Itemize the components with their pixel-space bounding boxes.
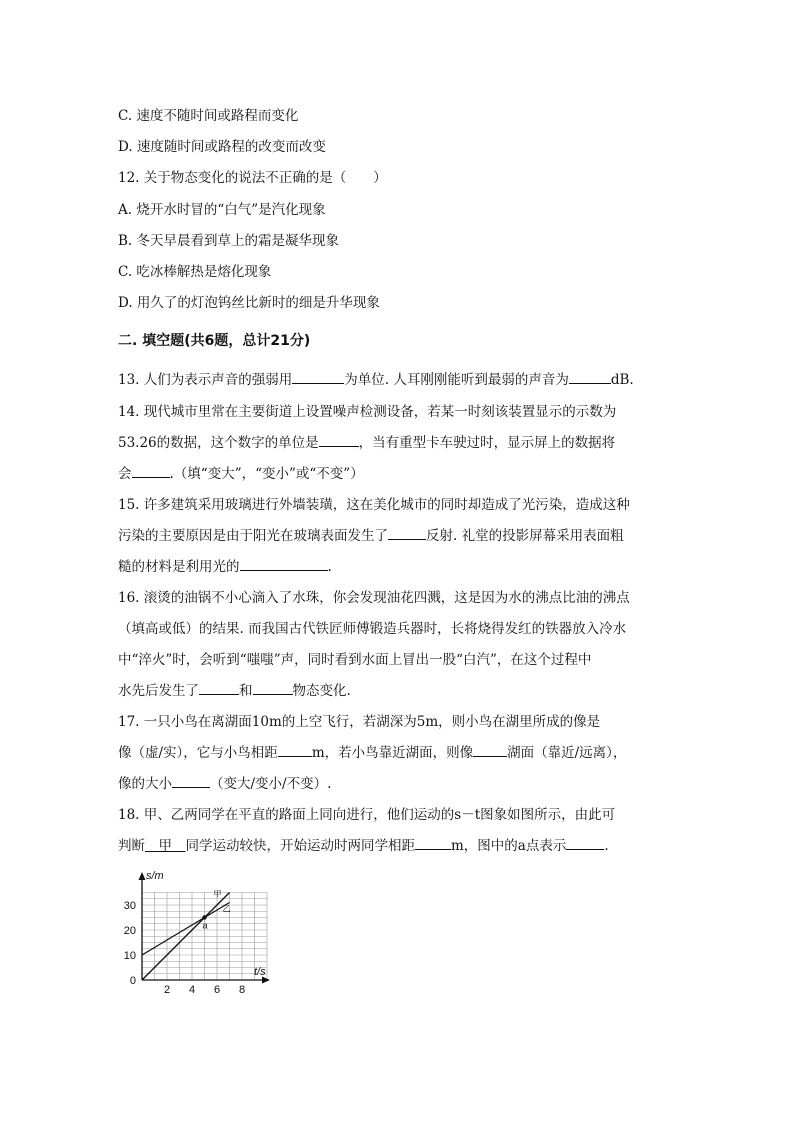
q18-text-2: 同学运动较快，开始运动时两同学相距: [185, 838, 415, 854]
q13-blank-1[interactable]: [292, 371, 344, 384]
q13-blank-2[interactable]: [569, 371, 611, 384]
q16-blank-1[interactable]: [199, 682, 239, 695]
q18-line-2: [118, 834, 609, 854]
q17-text-1: 像（虚/实），它与小鸟相距: [118, 745, 278, 761]
series-label: 乙: [222, 904, 231, 914]
q16-line-3: 中“淬火”时，会听到“嗤嗤”声，同时看到水面上冒出一股“白汽”，在这个过程中: [118, 652, 592, 668]
q17-line-3: [118, 772, 331, 792]
q17-text-5: （变大/变小/不变）.: [210, 776, 332, 792]
q15-line-1: 15. 许多建筑采用玻璃进行外墙装璜，这在美化城市的同时却造成了光污染，造成这种: [118, 497, 630, 513]
x-tick-label: 6: [213, 984, 221, 996]
q16-line-1: 16. 滚烫的油锅不小心滴入了水珠，你会发现油花四溅，这是因为水的沸点比油的沸点: [118, 590, 630, 606]
q12-stem: 12. 关于物态变化的说法不正确的是（ ）: [118, 170, 387, 186]
q12-option-b: B. 冬天早晨看到草上的霜是凝华现象: [118, 233, 340, 249]
q18-text-3: m，图中的a点表示: [451, 838, 567, 854]
y-tick-label: 0: [129, 975, 136, 987]
y-axis-arrow: [139, 872, 146, 880]
x-tick-label: 8: [238, 984, 246, 996]
q13-text-3: dB.: [610, 372, 634, 388]
q14-text-1: 53.26的数据，这个数字的单位是: [118, 435, 319, 451]
q15-line-3: [118, 555, 332, 575]
q18-answer-filled: 甲: [145, 838, 186, 854]
q12-option-a: A. 烧开水时冒的“白气”是汽化现象: [118, 202, 326, 218]
q14-line-2: [118, 431, 615, 451]
q18-blank-2[interactable]: [566, 837, 604, 850]
q17-text-3: 湖面（靠近/远离），: [507, 745, 627, 761]
q14-text-2: ，当有重型卡车驶过时，显示屏上的数据将: [358, 435, 616, 451]
q12-option-c: C. 吃冰棒解热是熔化现象: [118, 264, 272, 280]
q11-option-d: D. 速度随时间或路程的改变而改变: [118, 139, 326, 155]
q14-line-3: [118, 462, 364, 482]
q15-line-2: [118, 524, 624, 544]
q16-line-2: （填高或低）的结果. 而我国古代铁匠师傅锻造兵器时，长将烧得发红的铁器放入冷水: [118, 621, 627, 637]
q15-text-2: 反射. 礼堂的投影屏幕采用表面粗: [426, 528, 624, 544]
q11-option-c: C. 速度不随时间或路程而变化: [118, 108, 299, 124]
q16-text-2: 和: [239, 683, 253, 699]
x-tick-label: 2: [163, 984, 171, 996]
q17-line-1: 17. 一只小鸟在离湖面10m的上空飞行，若湖深为5m，则小鸟在湖里所成的像是: [118, 714, 601, 730]
q12-option-d: D. 用久了的灯泡钨丝比新时的细是升华现象: [118, 295, 380, 311]
q15-blank-1[interactable]: [388, 527, 426, 540]
q17-text-2: m，若小鸟靠近湖面，则像: [311, 745, 474, 761]
q15-text-4: .: [327, 559, 332, 575]
section-2-title: 二. 填空题(共6题，总计21分): [118, 333, 311, 349]
y-tick-label: 30: [123, 900, 136, 912]
y-tick-label: 20: [123, 925, 136, 937]
q17-blank-2[interactable]: [473, 744, 507, 757]
series-line: [142, 903, 230, 956]
q18-text-4: .: [604, 838, 609, 854]
q14-line-1: 14. 现代城市里常在主要街道上设置噪声检测设备，若某一时刻该装置显示的示数为: [118, 404, 617, 420]
q15-text-3: 糙的材料是利用光的: [118, 559, 240, 575]
y-axis-label: s/m: [146, 870, 164, 882]
q18-blank-1[interactable]: [415, 837, 451, 850]
x-tick-label: 4: [188, 984, 196, 996]
q16-text-1: 水先后发生了: [118, 683, 199, 699]
q17-line-2: [118, 741, 626, 761]
y-tick-label: 10: [123, 950, 136, 962]
q15-blank-2[interactable]: [240, 558, 328, 571]
point-a-label: a: [202, 920, 208, 931]
q17-text-4: 像的大小: [118, 776, 172, 792]
q13-text-2: 为单位. 人耳刚刚能听到最弱的声音为: [344, 372, 569, 388]
q13: [118, 368, 634, 388]
st-graph: [118, 868, 278, 996]
q18-line-1: 18. 甲、乙两同学在平直的路面上同向进行，他们运动的s－t图象如图所示，由此可: [118, 807, 616, 823]
q16-blank-2[interactable]: [253, 682, 293, 695]
q16-text-3: 物态变化.: [292, 683, 351, 699]
q17-blank-3[interactable]: [172, 775, 210, 788]
q14-text-4: .（填“变大”，“变小”或“不变”）: [169, 466, 364, 482]
q14-blank-1[interactable]: [319, 434, 359, 447]
q14-text-3: 会: [118, 466, 132, 482]
q13-text-1: 13. 人们为表示声音的强弱用: [118, 372, 293, 388]
chart-grid: [142, 893, 267, 981]
q17-blank-1[interactable]: [278, 744, 312, 757]
point-a-marker: [202, 915, 206, 919]
x-axis-label: t/s: [254, 966, 266, 978]
q15-text-1: 污染的主要原因是由于阳光在玻璃表面发生了: [118, 528, 388, 544]
q16-line-4: [118, 679, 351, 699]
q18-text-1: 判断: [118, 838, 145, 854]
q14-blank-2[interactable]: [132, 465, 170, 478]
series-label: 甲: [213, 889, 222, 899]
